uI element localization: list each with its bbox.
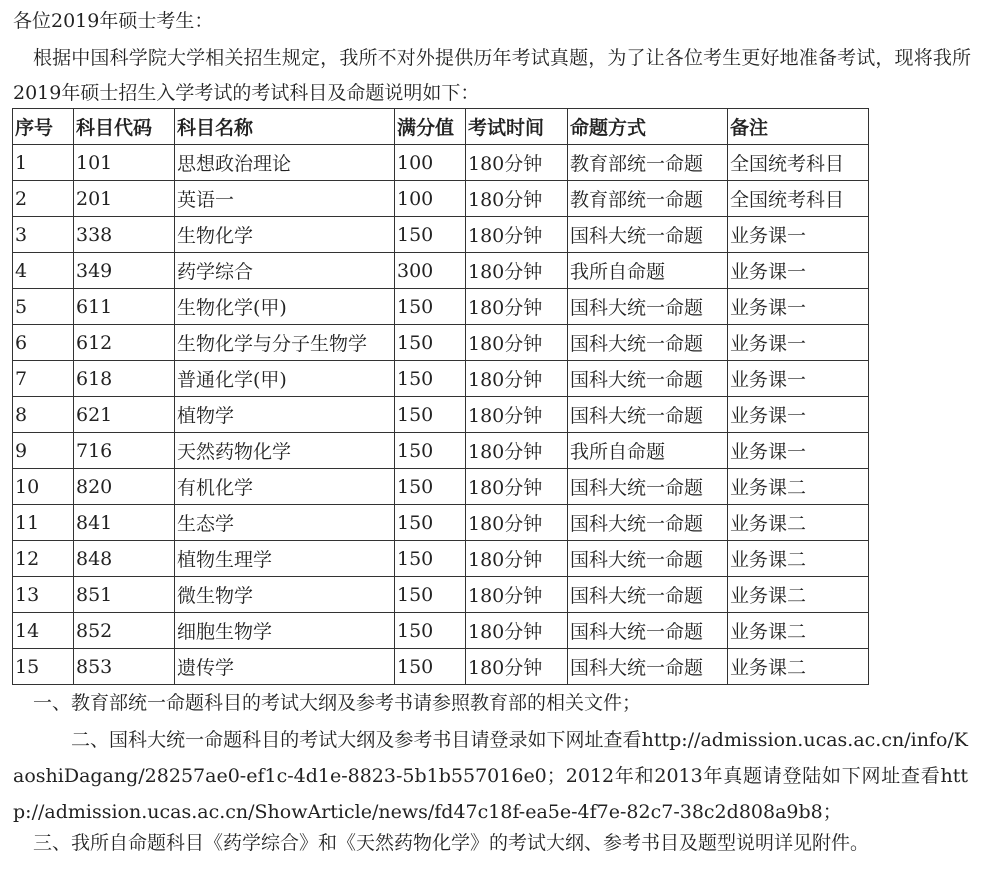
cell-exam-time: 180分钟 bbox=[466, 649, 568, 685]
cell-index: 12 bbox=[13, 541, 74, 577]
cell-subject-name: 遗传学 bbox=[175, 649, 395, 685]
greeting-line: 各位2019年硕士考生： bbox=[13, 10, 214, 32]
cell-subject-name: 普通化学(甲) bbox=[175, 361, 395, 397]
cell-subject-name: 细胞生物学 bbox=[175, 613, 395, 649]
table-row bbox=[13, 145, 869, 181]
intro-paragraph: 根据中国科学院大学相关招生规定，我所不对外提供历年考试真题，为了让各位考生更好地准备考试，现将我所2019年硕士招生入学考试的考试科目及命题说明如下： bbox=[13, 47, 971, 104]
cell-exam-time: 180分钟 bbox=[466, 181, 568, 217]
cell-question-source: 国科大统一命题 bbox=[568, 613, 728, 649]
cell-index: 9 bbox=[13, 433, 74, 469]
cell-full-score: 150 bbox=[395, 505, 466, 541]
cell-index: 4 bbox=[13, 253, 74, 289]
cell-question-source: 国科大统一命题 bbox=[568, 361, 728, 397]
cell-question-source: 国科大统一命题 bbox=[568, 577, 728, 613]
cell-exam-time: 180分钟 bbox=[466, 217, 568, 253]
cell-full-score: 150 bbox=[395, 649, 466, 685]
cell-subject-code: 201 bbox=[74, 181, 175, 217]
cell-index: 3 bbox=[13, 217, 74, 253]
cell-question-source: 国科大统一命题 bbox=[568, 505, 728, 541]
cell-remarks: 业务课一 bbox=[728, 361, 869, 397]
cell-index: 6 bbox=[13, 325, 74, 361]
header-remarks: 备注 bbox=[728, 109, 869, 145]
cell-subject-name: 植物学 bbox=[175, 397, 395, 433]
cell-exam-time: 180分钟 bbox=[466, 613, 568, 649]
cell-exam-time: 180分钟 bbox=[466, 253, 568, 289]
table-row bbox=[13, 613, 869, 649]
cell-index: 14 bbox=[13, 613, 74, 649]
cell-subject-code: 853 bbox=[74, 649, 175, 685]
table-row bbox=[13, 397, 869, 433]
cell-subject-name: 生物化学与分子生物学 bbox=[175, 325, 395, 361]
cell-subject-code: 612 bbox=[74, 325, 175, 361]
cell-index: 7 bbox=[13, 361, 74, 397]
cell-remarks: 全国统考科目 bbox=[728, 145, 869, 181]
cell-full-score: 150 bbox=[395, 577, 466, 613]
exam-subjects-table bbox=[12, 108, 869, 685]
cell-exam-time: 180分钟 bbox=[466, 145, 568, 181]
cell-subject-code: 848 bbox=[74, 541, 175, 577]
cell-subject-name: 天然药物化学 bbox=[175, 433, 395, 469]
cell-remarks: 业务课一 bbox=[728, 433, 869, 469]
note-3: 三、我所自命题科目《药学综合》和《天然药物化学》的考试大纲、参考书目及题型说明详见附件。 bbox=[33, 832, 870, 854]
cell-subject-code: 349 bbox=[74, 253, 175, 289]
cell-question-source: 我所自命题 bbox=[568, 253, 728, 289]
cell-full-score: 150 bbox=[395, 613, 466, 649]
header-subject-name: 科目名称 bbox=[175, 109, 395, 145]
cell-question-source: 我所自命题 bbox=[568, 433, 728, 469]
cell-index: 2 bbox=[13, 181, 74, 217]
table-row bbox=[13, 361, 869, 397]
table-row bbox=[13, 433, 869, 469]
cell-subject-code: 611 bbox=[74, 289, 175, 325]
table-row bbox=[13, 325, 869, 361]
cell-subject-name: 生物化学(甲) bbox=[175, 289, 395, 325]
cell-remarks: 业务课一 bbox=[728, 217, 869, 253]
cell-subject-name: 植物生理学 bbox=[175, 541, 395, 577]
cell-subject-code: 841 bbox=[74, 505, 175, 541]
cell-subject-code: 820 bbox=[74, 469, 175, 505]
cell-index: 11 bbox=[13, 505, 74, 541]
cell-subject-name: 英语一 bbox=[175, 181, 395, 217]
header-question-source: 命题方式 bbox=[568, 109, 728, 145]
cell-remarks: 业务课二 bbox=[728, 577, 869, 613]
note-1: 一、教育部统一命题科目的考试大纲及参考书请参照教育部的相关文件； bbox=[33, 692, 642, 714]
cell-remarks: 业务课二 bbox=[728, 505, 869, 541]
cell-subject-name: 药学综合 bbox=[175, 253, 395, 289]
cell-full-score: 150 bbox=[395, 361, 466, 397]
header-index: 序号 bbox=[13, 109, 74, 145]
cell-question-source: 国科大统一命题 bbox=[568, 397, 728, 433]
cell-full-score: 300 bbox=[395, 253, 466, 289]
cell-subject-code: 851 bbox=[74, 577, 175, 613]
cell-remarks: 业务课一 bbox=[728, 253, 869, 289]
cell-exam-time: 180分钟 bbox=[466, 433, 568, 469]
cell-subject-code: 618 bbox=[74, 361, 175, 397]
table-row bbox=[13, 289, 869, 325]
cell-full-score: 150 bbox=[395, 541, 466, 577]
cell-subject-code: 621 bbox=[74, 397, 175, 433]
table-row bbox=[13, 217, 869, 253]
cell-full-score: 100 bbox=[395, 145, 466, 181]
table-row bbox=[13, 577, 869, 613]
cell-subject-code: 852 bbox=[74, 613, 175, 649]
cell-index: 1 bbox=[13, 145, 74, 181]
table-row bbox=[13, 649, 869, 685]
cell-subject-name: 生态学 bbox=[175, 505, 395, 541]
cell-full-score: 150 bbox=[395, 325, 466, 361]
cell-full-score: 100 bbox=[395, 181, 466, 217]
cell-question-source: 国科大统一命题 bbox=[568, 469, 728, 505]
cell-question-source: 国科大统一命题 bbox=[568, 289, 728, 325]
cell-remarks: 业务课二 bbox=[728, 649, 869, 685]
table-row bbox=[13, 181, 869, 217]
cell-index: 10 bbox=[13, 469, 74, 505]
cell-exam-time: 180分钟 bbox=[466, 361, 568, 397]
cell-subject-name: 有机化学 bbox=[175, 469, 395, 505]
cell-index: 8 bbox=[13, 397, 74, 433]
table-row bbox=[13, 253, 869, 289]
cell-exam-time: 180分钟 bbox=[466, 397, 568, 433]
cell-question-source: 国科大统一命题 bbox=[568, 649, 728, 685]
cell-exam-time: 180分钟 bbox=[466, 325, 568, 361]
table-row bbox=[13, 469, 869, 505]
cell-question-source: 国科大统一命题 bbox=[568, 217, 728, 253]
cell-exam-time: 180分钟 bbox=[466, 469, 568, 505]
cell-subject-code: 101 bbox=[74, 145, 175, 181]
cell-exam-time: 180分钟 bbox=[466, 577, 568, 613]
note-2: 二、国科大统一命题科目的考试大纲及参考书目请登录如下网址查看http://admission.ucas.ac.cn/info/KaoshiDagang/28257ae0-ef1c-4d1e-8823-5b1b557016e0；2012年和2013年真题请登陆如下网址查看http://admission.ucas.ac.cn/ShowArticle/news/fd47c18f-ea5e-4f7e-82c7-38c2d808a9b8； bbox=[13, 729, 968, 823]
cell-remarks: 业务课一 bbox=[728, 289, 869, 325]
cell-exam-time: 180分钟 bbox=[466, 289, 568, 325]
header-exam-time: 考试时间 bbox=[466, 109, 568, 145]
table-row bbox=[13, 541, 869, 577]
cell-subject-name: 生物化学 bbox=[175, 217, 395, 253]
cell-subject-name: 微生物学 bbox=[175, 577, 395, 613]
table-header-row bbox=[13, 109, 869, 145]
cell-remarks: 业务课二 bbox=[728, 469, 869, 505]
cell-question-source: 国科大统一命题 bbox=[568, 541, 728, 577]
cell-full-score: 150 bbox=[395, 397, 466, 433]
header-subject-code: 科目代码 bbox=[74, 109, 175, 145]
cell-exam-time: 180分钟 bbox=[466, 541, 568, 577]
cell-subject-name: 思想政治理论 bbox=[175, 145, 395, 181]
cell-remarks: 全国统考科目 bbox=[728, 181, 869, 217]
cell-exam-time: 180分钟 bbox=[466, 505, 568, 541]
table-row bbox=[13, 505, 869, 541]
cell-subject-code: 716 bbox=[74, 433, 175, 469]
cell-question-source: 教育部统一命题 bbox=[568, 145, 728, 181]
cell-remarks: 业务课二 bbox=[728, 613, 869, 649]
cell-question-source: 国科大统一命题 bbox=[568, 325, 728, 361]
cell-full-score: 150 bbox=[395, 469, 466, 505]
cell-remarks: 业务课一 bbox=[728, 397, 869, 433]
cell-full-score: 150 bbox=[395, 289, 466, 325]
cell-full-score: 150 bbox=[395, 217, 466, 253]
cell-full-score: 150 bbox=[395, 433, 466, 469]
cell-remarks: 业务课二 bbox=[728, 541, 869, 577]
header-full-score: 满分值 bbox=[395, 109, 466, 145]
cell-index: 15 bbox=[13, 649, 74, 685]
cell-question-source: 教育部统一命题 bbox=[568, 181, 728, 217]
cell-index: 5 bbox=[13, 289, 74, 325]
cell-remarks: 业务课一 bbox=[728, 325, 869, 361]
cell-subject-code: 338 bbox=[74, 217, 175, 253]
table-body bbox=[13, 145, 869, 685]
cell-index: 13 bbox=[13, 577, 74, 613]
